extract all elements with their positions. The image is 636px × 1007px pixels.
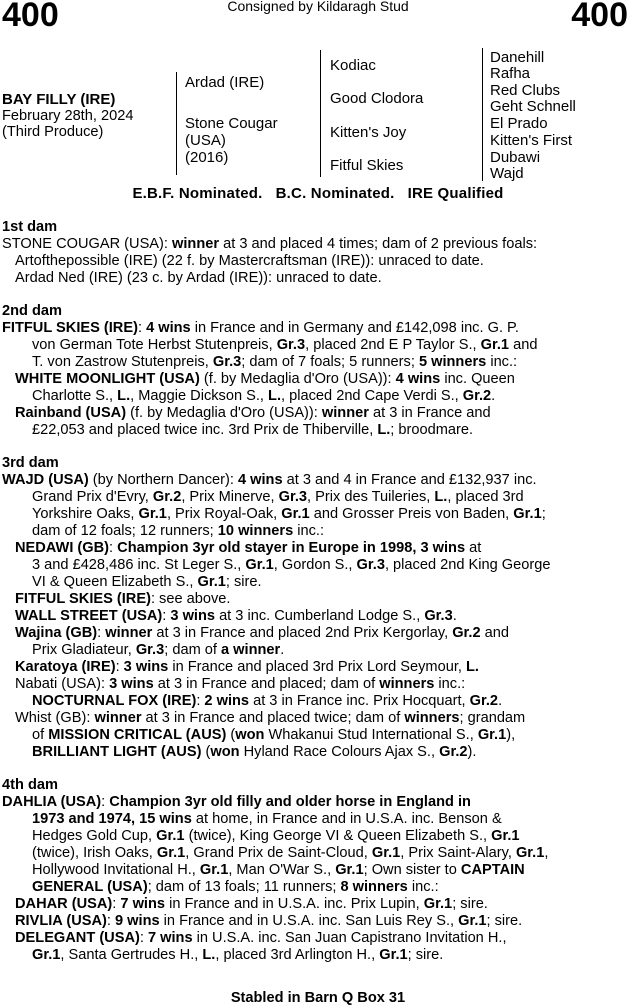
gen3-1: Danehill [490, 49, 545, 66]
dam-year: (2016) [185, 149, 229, 166]
third-dam-line-8: FITFUL SKIES (IRE): see above. [15, 591, 231, 607]
lot-number-left: 400 [2, 0, 59, 34]
first-dam-line-2: Artofthepossible (IRE) (22 f. by Mastercraftsman (IRE)): unraced to date. [15, 253, 484, 269]
gen3-4: Geht Schnell [490, 98, 576, 115]
third-dam-line-9: WALL STREET (USA): 3 wins at 3 inc. Cumberland Lodge S., Gr.3. [15, 608, 457, 624]
second-dam-line-6: Rainband (USA) (f. by Medaglia d'Oro (USA)): winner at 3 in France and [15, 405, 491, 421]
third-dam-line-12: Karatoya (IRE): 3 wins in France and placed 3rd Prix Lord Seymour, L. [15, 659, 479, 675]
fourth-dam-heading: 4th dam [2, 777, 58, 793]
dam-country: (USA) [185, 132, 226, 149]
sire-dam: Good Clodora [330, 90, 424, 107]
foaling-date: February 28th, 2024 [2, 108, 134, 124]
second-dam-line-3: T. von Zastrow Stutenpreis, Gr.3; dam of 7 foals; 5 runners; 5 winners inc.: [32, 354, 518, 370]
fourth-dam-line-5: Hollywood Invitational H., Gr.1, Man O'War S., Gr.1; Own sister to CAPTAIN [32, 862, 525, 878]
lot-number-right: 400 [571, 0, 628, 34]
sire-sire: Kodiac [330, 57, 376, 74]
third-dam-line-3: Yorkshire Oaks, Gr.1, Prix Royal-Oak, Gr.1 and Grosser Preis von Baden, Gr.1; [32, 506, 546, 522]
second-dam-line-1: FITFUL SKIES (IRE): 4 wins in France and in Germany and £142,098 inc. G. P. [2, 320, 519, 336]
fourth-dam-line-7: DAHAR (USA): 7 wins in France and in U.S.A. inc. Prix Lupin, Gr.1; sire. [15, 896, 488, 912]
gen3-5: El Prado [490, 115, 548, 132]
dam-dam: Fitful Skies [330, 157, 404, 174]
pedigree-divider-3 [482, 48, 483, 181]
second-dam-line-5: Charlotte S., L., Maggie Dickson S., L., placed 2nd Cape Verdi S., Gr.2. [32, 388, 496, 404]
dam-sire: Kitten's Joy [330, 124, 407, 141]
third-dam-line-7: VI & Queen Elizabeth S., Gr.1; sire. [32, 574, 262, 590]
fourth-dam-line-6: GENERAL (USA); dam of 13 foals; 11 runners; 8 winners inc.: [32, 879, 439, 895]
fourth-dam-line-8: RIVLIA (USA): 9 wins in France and in U.S.A. inc. San Luis Rey S., Gr.1; sire. [15, 913, 523, 929]
fourth-dam-line-1: DAHLIA (USA): Champion 3yr old filly and older horse in England in [2, 794, 471, 810]
fourth-dam-line-9: DELEGANT (USA): 7 wins in U.S.A. inc. San Juan Capistrano Invitation H., [15, 930, 507, 946]
first-dam-line-3: Ardad Ned (IRE) (23 c. by Ardad (IRE)): unraced to date. [15, 270, 382, 286]
third-dam-line-2: Grand Prix d'Evry, Gr.2, Prix Minerve, Gr.3, Prix des Tuileries, L., placed 3rd [32, 489, 524, 505]
third-dam-line-13: Nabati (USA): 3 wins at 3 in France and placed; dam of winners inc.: [15, 676, 466, 692]
gen3-2: Rafha [490, 65, 531, 82]
gen3-7: Dubawi [490, 149, 541, 166]
pedigree-divider-1 [176, 72, 177, 175]
sire: Ardad (IRE) [185, 74, 265, 91]
third-dam-line-14: NOCTURNAL FOX (IRE): 2 wins at 3 in France inc. Prix Hocquart, Gr.2. [32, 693, 503, 709]
second-dam-heading: 2nd dam [2, 303, 63, 319]
first-dam-line-1: STONE COUGAR (USA): winner at 3 and placed 4 times; dam of 2 previous foals: [2, 236, 538, 252]
consignor: Consigned by Kildaragh Stud [227, 0, 409, 14]
dam-name: Stone Cougar [185, 115, 278, 132]
fourth-dam-line-3: Hedges Gold Cup, Gr.1 (twice), King George VI & Queen Elizabeth S., Gr.1 [32, 828, 520, 844]
fourth-dam-line-10: Gr.1, Santa Gertrudes H., L., placed 3rd Arlington H., Gr.1; sire. [32, 947, 444, 963]
third-dam-line-17: BRILLIANT LIGHT (AUS) (won Hyland Race Colours Ajax S., Gr.2). [32, 744, 477, 760]
stabling-info: Stabled in Barn Q Box 31 [230, 990, 406, 1006]
gen3-8: Wajd [490, 165, 524, 182]
nominations: E.B.F. Nominated. B.C. Nominated. IRE Qualified [132, 185, 504, 202]
third-dam-line-10: Wajina (GB): winner at 3 in France and placed 2nd Prix Kergorlay, Gr.2 and [15, 625, 509, 641]
second-dam-line-7: £22,053 and placed twice inc. 3rd Prix de Thiberville, L.; broodmare. [32, 422, 474, 438]
third-dam-line-16: of MISSION CRITICAL (AUS) (won Whakanui Stud International S., Gr.1), [32, 727, 516, 743]
third-dam-line-1: WAJD (USA) (by Northern Dancer): 4 wins at 3 and 4 in France and £132,937 inc. [2, 472, 537, 488]
third-dam-line-4: dam of 12 foals; 12 runners; 10 winners inc.: [32, 523, 325, 539]
third-dam-line-5: NEDAWI (GB): Champion 3yr old stayer in Europe in 1998, 3 wins at [15, 540, 482, 556]
third-dam-line-6: 3 and £428,486 inc. St Leger S., Gr.1, Gordon S., Gr.3, placed 2nd King George [32, 557, 551, 573]
third-dam-line-15: Whist (GB): winner at 3 in France and placed twice; dam of winners; grandam [15, 710, 526, 726]
second-dam-line-4: WHITE MOONLIGHT (USA) (f. by Medaglia d'Oro (USA)): 4 wins inc. Queen [15, 371, 515, 387]
third-dam-line-11: Prix Gladiateur, Gr.3; dam of a winner. [32, 642, 285, 658]
first-dam-heading: 1st dam [2, 219, 58, 235]
third-dam-heading: 3rd dam [2, 455, 59, 471]
pedigree-divider-2 [320, 50, 321, 177]
fourth-dam-line-4: (twice), Irish Oaks, Gr.1, Grand Prix de Saint-Cloud, Gr.1, Prix Saint-Alary, Gr.1, [32, 845, 549, 861]
horse-name: BAY FILLY (IRE) [2, 91, 116, 108]
gen3-3: Red Clubs [490, 82, 561, 99]
gen3-6: Kitten's First [490, 132, 573, 149]
fourth-dam-line-2: 1973 and 1974, 15 wins at home, in France and in U.S.A. inc. Benson & [32, 811, 502, 827]
produce-note: (Third Produce) [2, 124, 104, 140]
second-dam-line-2: von German Tote Herbst Stutenpreis, Gr.3, placed 2nd E P Taylor S., Gr.1 and [32, 337, 538, 353]
